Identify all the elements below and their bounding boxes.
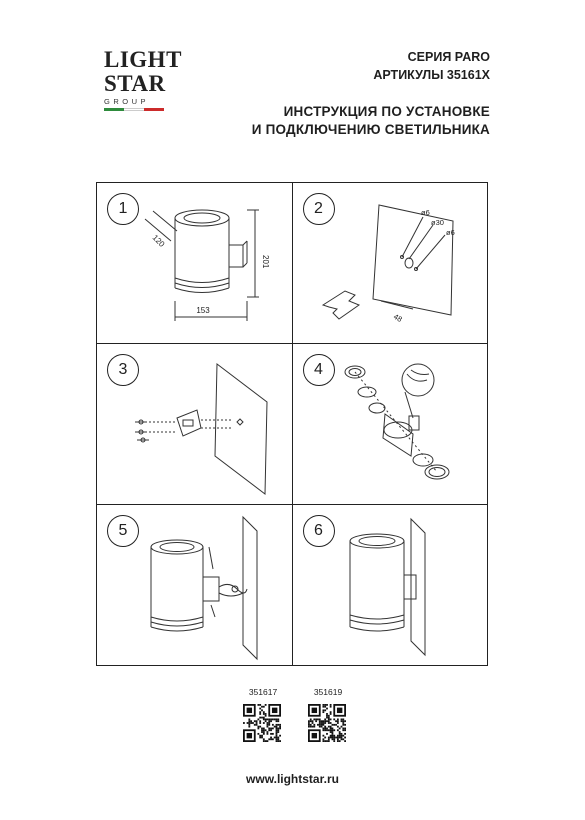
logo-text-light: LIGHT xyxy=(104,47,182,72)
instruction-title-line1: ИНСТРУКЦИЯ ПО УСТАНОВКЕ xyxy=(283,104,490,119)
installation-steps-grid xyxy=(96,182,488,666)
article-code-351617: 351617 xyxy=(248,687,278,697)
flag-white xyxy=(124,108,144,111)
step-2-panel xyxy=(292,183,488,343)
series-name: СЕРИЯ PARO xyxy=(407,50,490,64)
hole-dim-small-right: ø6 xyxy=(445,228,455,237)
qr-code-351619[interactable] xyxy=(308,704,346,742)
website-link[interactable]: www.lightstar.ru xyxy=(246,772,339,786)
step-number-5: 5 xyxy=(107,515,139,547)
step-1-panel xyxy=(97,183,292,343)
dim-height: 201 xyxy=(261,255,270,269)
qr-code-351617[interactable] xyxy=(243,704,281,742)
article-numbers: АРТИКУЛЫ 35161X xyxy=(373,68,490,82)
hole-dim-small-top: ø6 xyxy=(420,208,430,217)
flag-green xyxy=(104,108,124,111)
step-6-panel xyxy=(292,505,488,665)
step-5-panel xyxy=(97,505,292,665)
brand-logo xyxy=(104,47,182,138)
article-code-351619: 351619 xyxy=(313,687,343,697)
steps-row-1 xyxy=(97,183,487,344)
step-number-6: 6 xyxy=(303,515,335,547)
logo-text-star: STAR xyxy=(104,71,166,96)
hole-dim-large: ø30 xyxy=(430,218,444,227)
instruction-title-line2: И ПОДКЛЮЧЕНИЮ СВЕТИЛЬНИКА xyxy=(251,122,490,137)
step-number-4: 4 xyxy=(303,354,335,386)
logo-text-group: GROUP xyxy=(104,97,150,106)
step-number-2: 2 xyxy=(303,193,335,225)
hole-spacing-dim: 48 xyxy=(391,311,404,324)
step-3-panel xyxy=(97,344,292,504)
steps-row-3 xyxy=(97,505,487,665)
steps-row-2 xyxy=(97,344,487,505)
dim-diagonal: 120 xyxy=(150,233,167,249)
dim-width: 153 xyxy=(196,306,210,315)
step-number-1: 1 xyxy=(107,193,139,225)
step-4-panel xyxy=(292,344,488,504)
flag-red xyxy=(144,108,164,111)
italian-flag-stripe xyxy=(104,108,164,111)
step-number-3: 3 xyxy=(107,354,139,386)
